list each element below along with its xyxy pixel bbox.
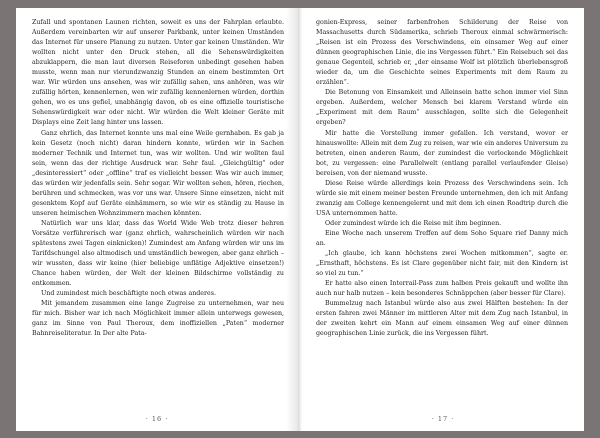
page-number: · 16 · (145, 415, 169, 423)
paragraph: Die Betonung von Einsamkeit und Alleinsein hatte schon immer viel Sinn ergeben. Außerdem, welcher Mensch bei klarem Verstand würde ein „Experiment mit dem Raum“ ausschlagen, sollte sich die Gelegenheit ergeben? (316, 89, 568, 127)
paragraph: Mit jemandem zusammen eine lange Zugreise zu unternehmen, war neu für mich. Bisher war ich nach Möglichkeit immer allein unterwegs gewesen, ganz im Sinne von Paul Theroux, dem inoffiziellen „Paten“ moderner Bahnreiseliteratur. In Der alte Pata- (32, 300, 284, 338)
page-number: · 17 · (431, 415, 455, 423)
paragraph: Und zumindest mich beschäftigte noch etwas anderes. (41, 290, 216, 298)
paragraph: Ganz ehrlich, das Internet konnte uns mal eine Weile gernhaben. Es gab ja kein Gesetz (noch nicht) daran hindern konnte, würden wir in Sachen moderner Technik und Internet tun, was wir wollten. Und wir wollten faul sein, wenn das der richtige Ausdruck war. Sehr faul. „Gleichgültig“ oder „desinteressiert“ oder „offline“ traf es vielleicht besser. Was wir auch immer, das würden wir jedenfalls sein. Sehr sogar. Wir wollten sehen, hören, riechen, berühren und schmecken, was vor uns war. Unsere Sinne einsetzen, nicht mit gesenktem Kopf auf Geräte einhämmern, so wie wir es ständig zu Hause in unseren heimischen Wohnzimmern machen könnten. (32, 129, 284, 217)
paragraph: Bummelzug nach Istanbul würde also aus zwei Hälften bestehen: In der ersten fahren zwei Männer im mittleren Alter mit dem Zug nach Istanbul, in der zweiten kehrt ein Mann auf einem einsamen Weg auf einer dünnen geographischen Linie zurück, die ins Vergessen führt. (316, 300, 568, 338)
paragraph: Mir hatte die Vorstellung immer gefallen. Ich verstand, wovor er hinauswollte: Allein mit dem Zug zu reisen, war wie ein anderes Universum zu betreten, einen anderen Raum, der zumindest die verlockende Möglichkeit bot, zu vergessen: eine Parallelwelt (entlang parallel verlaufender Gleise) bereisen, von der niemand wusste. (316, 129, 568, 177)
paragraph: Er hatte also einen Interrail-Pass zum halben Preis gekauft und wollte ihn auch nur halb nutzen – kein besonderes Schnäppchen (aber besser für Clare). (316, 280, 568, 298)
paragraph: Diese Reise würde allerdings kein Prozess des Verschwindens sein. Ich würde sie mit einem meiner besten Freunde unternehmen, den ich mit Anfang zwanzig am College kennengelernt und mit dem ich einen Roadtrip durch die USA unternommen hatte. (316, 179, 568, 217)
right-page (302, 8, 584, 431)
left-page (16, 8, 298, 431)
paragraph: „Ich glaube, ich kann höchstens zwei Wochen mitkommen“, sagte er. „Ernsthaft, höchstens. Es ist Clare gegenüber nicht fair, mit den Kindern ist so viel zu tun.“ (316, 250, 568, 278)
paragraph: Natürlich war uns klar, dass das World Wide Web trotz dieser hehren Vorsätze verführerisch war (ganz ehrlich, wahrscheinlich würden wir nach spätestens zwei Tagen einknicken)! Zumindest am Anfang würden wir uns im Tarifdschungel also altmodisch und umständlich bewegen, aber ganz ehrlich – wir wussten, dass wir keine (hier beliebige unflätige Adjektive einsetzen!) Chance haben würden, der Welt der kleinen Bildschirme vollständig zu entkommen. (32, 219, 284, 288)
right-page-text (316, 18, 568, 340)
left-page-text (32, 18, 284, 340)
paragraph: gonien-Express, seiner farbenfrohen Schilderung der Reise von Massachusetts durch Südamerika, schrieb Theroux einmal schwärmerisch: „Reisen ist ein Prozess des Verschwindens, ein einsamer Weg auf einer dünnen geographischen Linie, die ins Vergessen führt.“ Ein Reisebuch sei das genaue Gegenteil, schrieb er, „der einsame Wolf ist plötzlich überlebensgroß wieder da, um die Geschichte seines Experiments mit dem Raum zu erzählen“. (316, 19, 568, 87)
paragraph: Zufall und spontanen Launen richten, soweit es uns der Fahrplan erlaubte. Außerdem vereinbarten wir auf unserer Parkbank, unter keinen Umständen das Internet für unsere Planung zu nutzen. Unter gar keinen Umständen. Wir wollten nicht unter den Druck stehen, all die Sehenswürdigkeiten abzuklappern, die man laut diversen Reiseforen unbedingt gesehen haben musste, wenn man nur vierundzwanzig Stunden an einem bestimmten Ort war. Wir würden uns ansehen, was wir zufällig sahen, uns anhören, was wir zufällig hörten, kennenlernen, wen wir zufällig kennenlernen würden, dorthin gehen, wo es uns gefiel, unabhängig davon, ob es eine offizielle touristische Sehenswürdigkeit war oder nicht. Wir würden die Welt kleiner Geräte mit Displays eine Zeit lang hinter uns lassen. (32, 19, 284, 127)
paragraph: Oder zumindest würde ich die Reise mit ihm beginnen. (325, 219, 502, 227)
paragraph: Eine Woche nach unserem Treffen auf dem Soho Square rief Danny mich an. (316, 229, 568, 248)
